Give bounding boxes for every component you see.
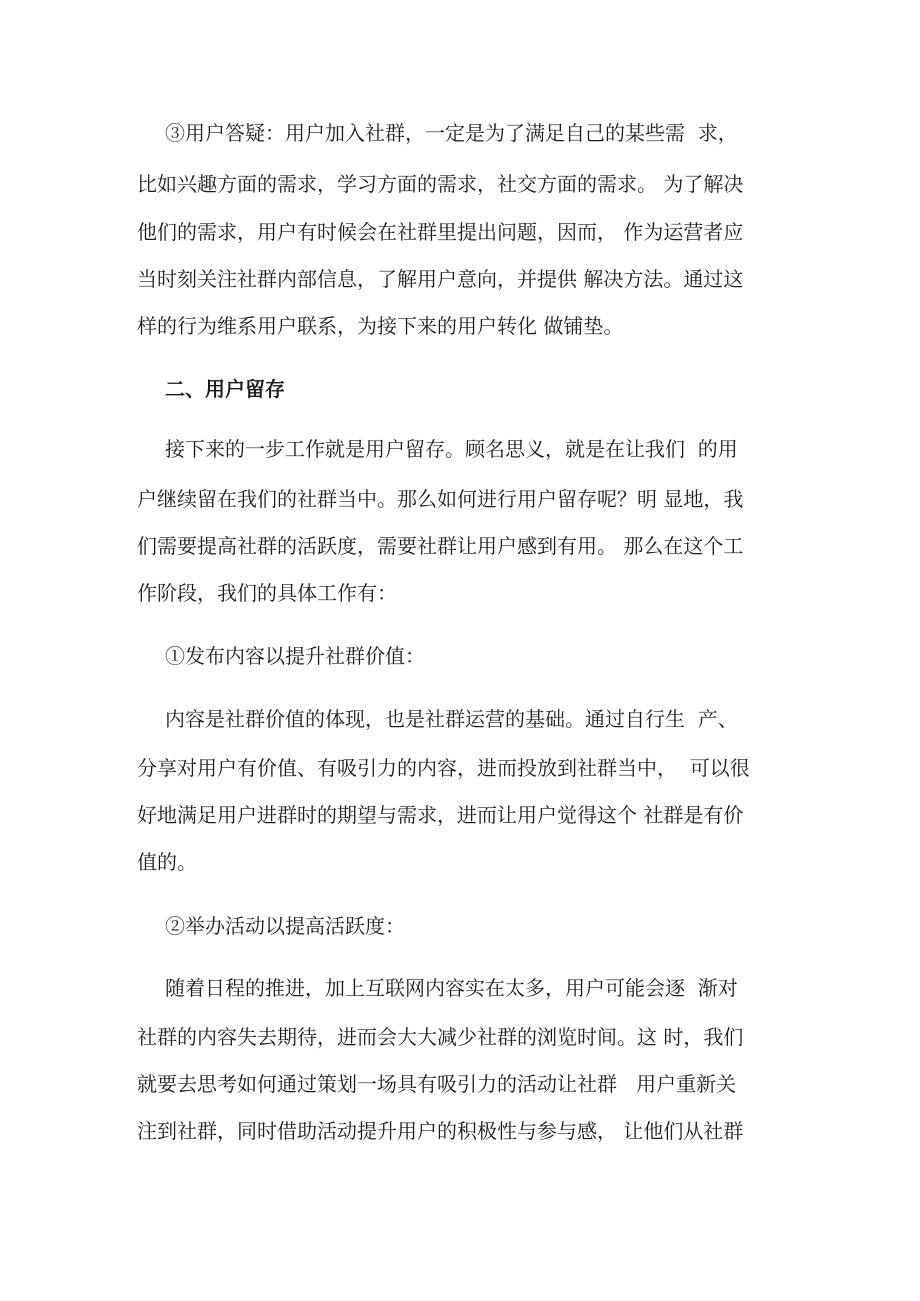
para-content-line-3: 好地满足用户进群时的期望与需求，进而让用户觉得这个 社群是有价 bbox=[137, 803, 744, 827]
para-retention-line-3: 们需要提高社群的活跃度，需要社群让用户感到有用。 那么在这个工 bbox=[137, 534, 744, 558]
para-retention-line-2: 户继续留在我们的社群当中。那么如何进行用户留存呢？明 显地，我 bbox=[137, 487, 744, 511]
para-answer-line-1: ③用户答疑：用户加入社群，一定是为了满足自己的某些需 求， bbox=[165, 121, 738, 145]
para-retention-line-4: 作阶段，我们的具体工作有： bbox=[137, 581, 397, 605]
para-answer-line-2: 比如兴趣方面的需求，学习方面的需求，社交方面的需求。 为了解决 bbox=[137, 172, 744, 196]
item1-title: ①发布内容以提升社群价值： bbox=[165, 644, 425, 668]
para-answer-line-4: 当时刻关注社群内部信息，了解用户意向，并提供 解决方法。通过这 bbox=[137, 267, 744, 291]
para-activity-line-2: 社群的内容失去期待，进而会大大减少社群的浏览时间。这 时，我们 bbox=[137, 1025, 744, 1049]
para-content-line-1: 内容是社群价值的体现，也是社群运营的基础。通过自行生 产、 bbox=[165, 707, 738, 731]
para-content-line-2: 分享对用户有价值、有吸引力的内容，进而投放到社群当中， 可以很 bbox=[137, 756, 750, 780]
item2-title: ②举办活动以提高活跃度： bbox=[165, 914, 405, 938]
para-activity-line-1: 随着日程的推进，加上互联网内容实在太多，用户可能会逐 渐对 bbox=[165, 976, 738, 1000]
para-activity-line-4: 注到社群，同时借助活动提升用户的积极性与参与感， 让他们从社群 bbox=[137, 1119, 744, 1143]
para-activity-line-3: 就要去思考如何通过策划一场具有吸引力的活动让社群 用户重新关 bbox=[137, 1072, 737, 1096]
para-retention-line-1: 接下来的一步工作就是用户留存。顾名思义，就是在让我们 的用 bbox=[165, 437, 738, 461]
para-answer-line-5: 样的行为维系用户联系，为接下来的用户转化 做铺垫。 bbox=[137, 314, 624, 338]
para-content-line-4: 值的。 bbox=[137, 850, 197, 874]
section-heading: 二、用户留存 bbox=[165, 377, 285, 401]
para-answer-line-3: 他们的需求，用户有时候会在社群里提出问题，因而， 作为运营者应 bbox=[137, 220, 744, 244]
